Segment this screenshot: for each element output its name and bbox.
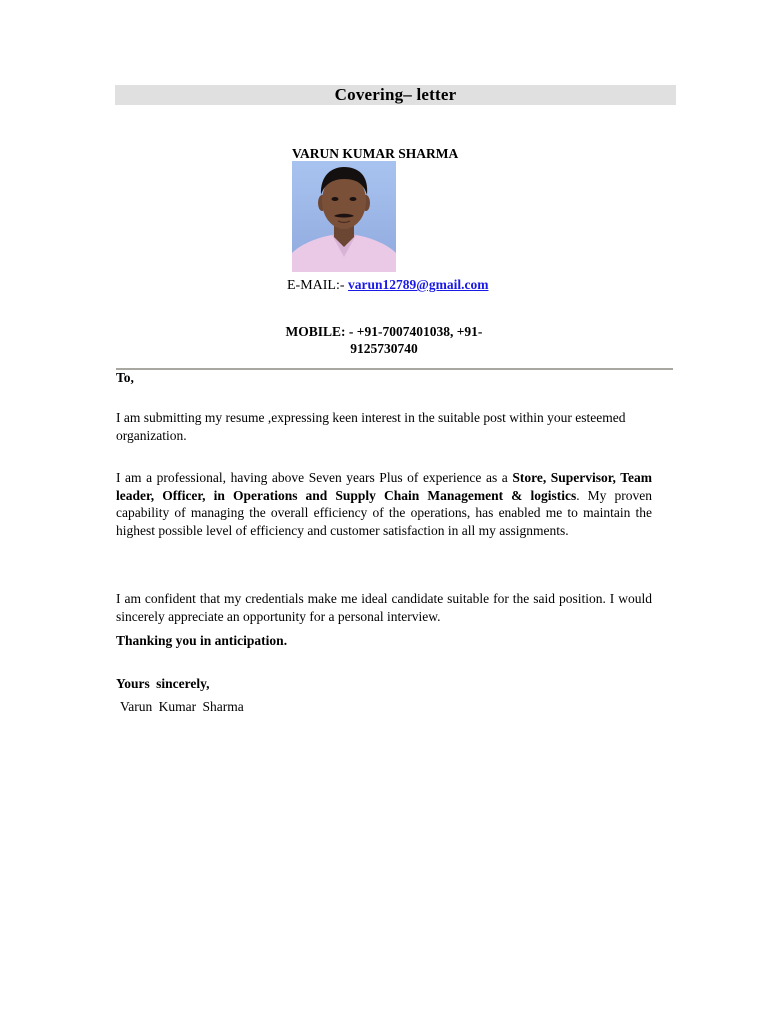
title-bar xyxy=(115,85,676,105)
salutation: To, xyxy=(116,370,134,385)
thanks-line: Thanking you in anticipation. xyxy=(116,633,288,648)
experience-roles: Store, Supervisor, Team leader, Officer, in Operations and Supply Chain Management & logistics xyxy=(116,470,652,503)
email-line xyxy=(287,277,488,294)
mobile-line xyxy=(250,324,518,357)
signature-name: Varun Kumar Sharma xyxy=(120,699,244,714)
email-label: E-MAIL:- xyxy=(287,278,349,293)
document-title: Covering– letter xyxy=(334,85,457,104)
paragraph-intro: I am submitting my resume ,expressing keen interest in the suitable post within your esteemed organization. xyxy=(116,410,626,443)
mobile-numbers-line1: MOBILE: - +91-7007401038, +91- xyxy=(285,324,483,339)
experience-text-b: . My proven capability of managing the overall efficiency of the operations, has enabled me to maintain the highest possible level of efficiency and customer satisfaction in all my assignments. xyxy=(116,487,652,538)
paragraph-confidence: I am confident that my credentials make me ideal candidate suitable for the said position. I would sincerely appreciate an opportunity for a personal interview. xyxy=(116,591,652,624)
applicant-name: VARUN KUMAR SHARMA xyxy=(292,146,459,161)
divider-rule xyxy=(116,368,673,370)
experience-text-a: I am a professional, having above Seven years Plus of experience as a xyxy=(116,470,513,485)
closing-line: Yours sincerely, xyxy=(116,676,210,691)
portrait-image xyxy=(292,161,396,272)
email-link[interactable]: varun12789@gmail.com xyxy=(348,277,489,292)
mobile-numbers-line2: 9125730740 xyxy=(350,340,418,356)
applicant-photo xyxy=(292,161,396,272)
paragraph-experience xyxy=(116,469,652,539)
